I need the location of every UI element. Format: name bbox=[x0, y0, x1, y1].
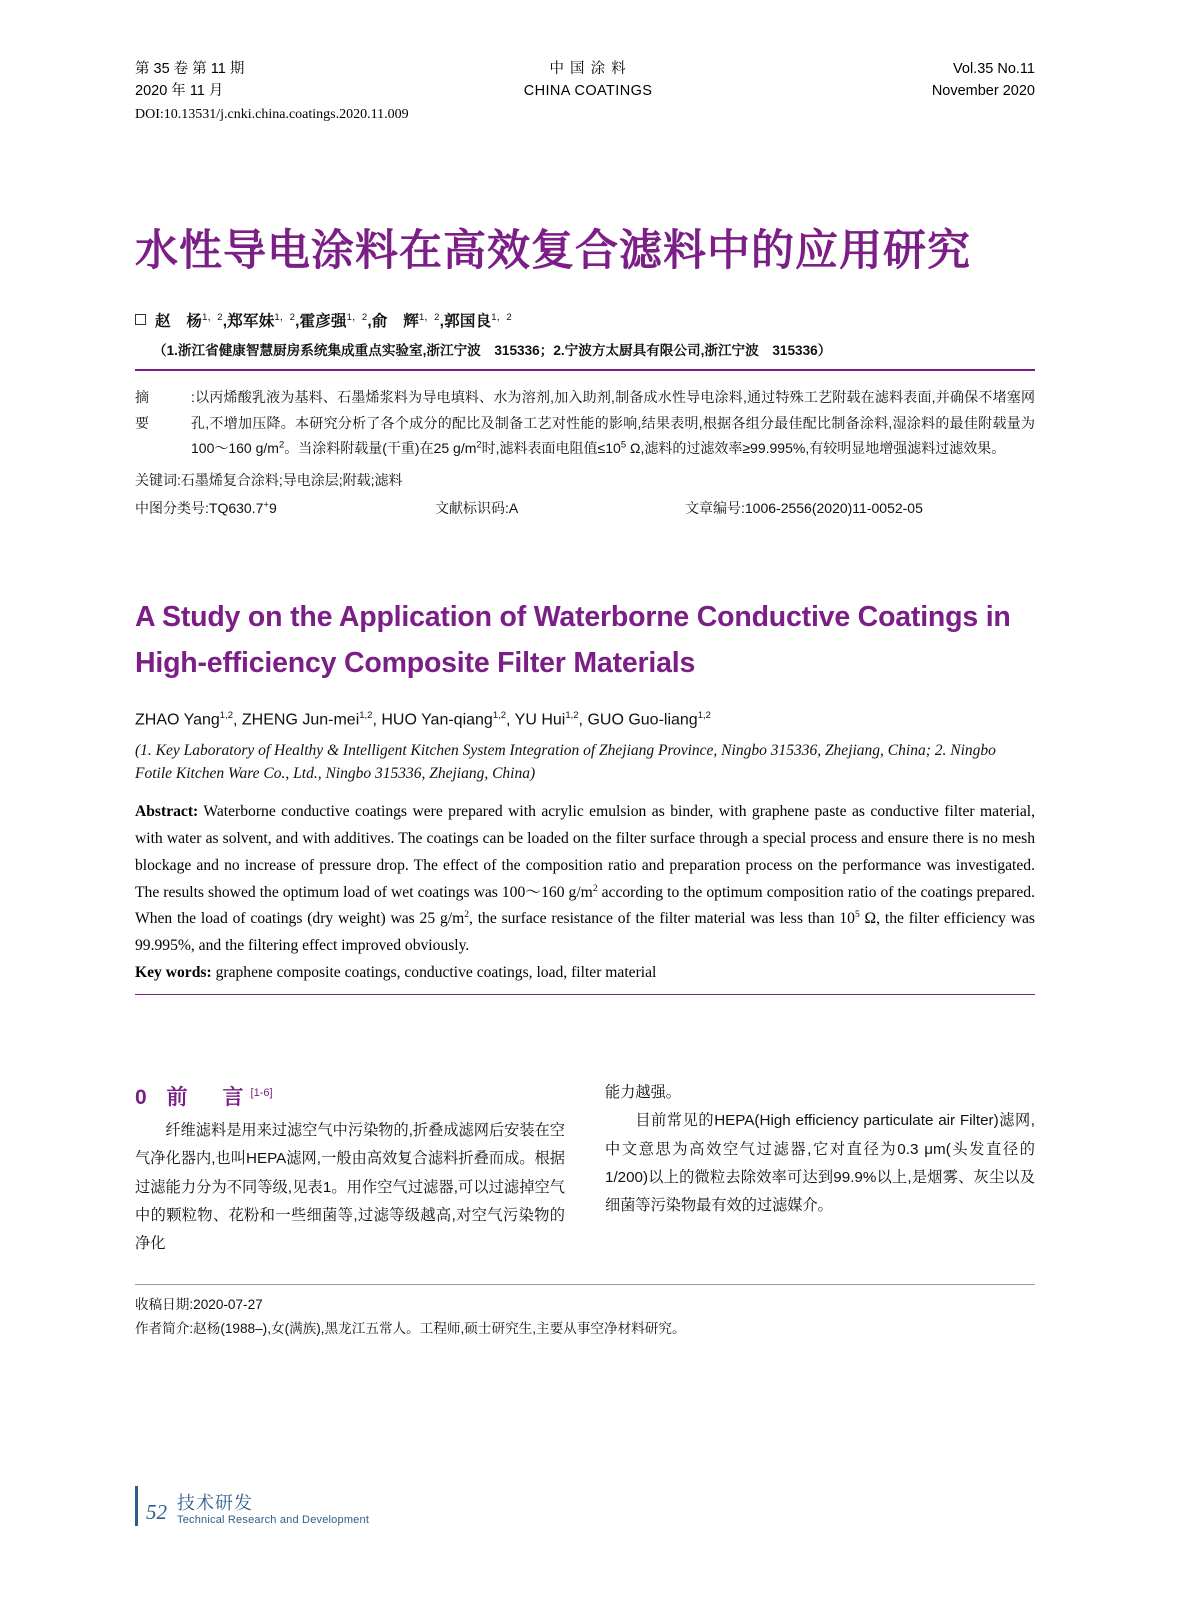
journal-name-cn: 中 国 涂 料 bbox=[549, 61, 627, 77]
abstract-en bbox=[135, 799, 1035, 960]
volume-issue-cn: 第 35 卷 第 11 期 bbox=[135, 61, 245, 77]
divider-purple-top bbox=[135, 369, 1035, 371]
keywords-cn-text: 石墨烯复合涂料;导电涂层;附载;滤料 bbox=[180, 472, 403, 489]
affiliation-cn: （1.浙江省健康智慧厨房系统集成重点实验室,浙江宁波 315336；2.宁波方太厨具有限公司,浙江宁波 315336） bbox=[153, 342, 832, 358]
paragraph-right-2: 目前常见的HEPA(High efficiency particulate air Filter)滤网,中文意思为高效空气过滤器,它对直径为0.3 μm(头发直径的1/200)以上的微粒去除效率可达到99.9%以上,是烟雾、灰尘以及细菌等污染物最有效的过滤媒介。 bbox=[605, 1112, 1035, 1215]
footnotes bbox=[135, 1293, 1035, 1341]
section-number: 0 bbox=[135, 1085, 154, 1109]
date-en: November 2020 bbox=[931, 83, 1035, 100]
author-bio: 作者简介:赵杨(1988–),女(满族),黑龙江五常人。工程师,硕士研究生,主要从事空净材料研究。 bbox=[135, 1321, 686, 1337]
keywords-en-label: Key words: bbox=[135, 963, 212, 981]
classification-row bbox=[135, 498, 1035, 518]
footnote-divider bbox=[135, 1284, 1035, 1285]
abstract-cn-block bbox=[135, 385, 1035, 463]
received-date: 收稿日期:2020-07-27 bbox=[135, 1297, 263, 1313]
section-title: 前 言 bbox=[166, 1085, 251, 1109]
footer-label-cn: 技术研发 bbox=[177, 1493, 253, 1514]
paragraph-left-1: 纤维滤料是用来过滤空气中污染物的,折叠成滤网后安装在空气净化器内,也叫HEPA滤网,一般由高效复合滤料折叠而成。根据过滤能力分为不同等级,见表1。用作空气过滤器,可以过滤掉空气中的颗粒物、花粉和一些细菌等,过滤等级越高,对空气污染物的净化 bbox=[135, 1121, 565, 1253]
abstract-en-label: Abstract: bbox=[135, 803, 199, 821]
authors-cn bbox=[135, 308, 1035, 330]
running-head bbox=[135, 58, 1035, 103]
divider-purple-bottom bbox=[135, 994, 1035, 995]
running-head-right bbox=[932, 58, 1035, 103]
date-cn: 2020 年 11 月 bbox=[135, 83, 224, 100]
square-bullet-icon bbox=[135, 314, 146, 325]
article-id: 文章编号:1006-2556(2020)11-0052-05 bbox=[685, 500, 923, 517]
abstract-en-text: Waterborne conductive coatings were prepared with acrylic emulsion as binder, with graphene paste as conductive filter material, with water as solvent, and with additives. The coatings can be loaded on the filter surface through a special process and ensure there is no mesh blockage and no increase of pressure drop. The effect of the composition ratio and preparation process on the performance was investigated. The results showed the optimum load of wet coatings was 100～160 $g/m^2$ according to the optimum composition ratio of the coatings prepared. When the load of coatings (dry weight) was 25 $g/m^2$, the surface resistance of the filter material was less than $10^5$ Ω, the filter efficiency was 99.995%, and the filtering effect improved obviously. bbox=[135, 803, 1035, 955]
title-en: A Study on the Application of Waterborne Conductive Coatings in High-efficiency Composite Filter Materials bbox=[135, 601, 1011, 680]
authors-cn-text: 赵 杨$^{1,2}$,郑军妹$^{1,2}$,霍彦强$^{1,2}$,俞 辉$^{1,2}$,郭国良$^{1,2}$ bbox=[155, 311, 512, 330]
journal-name-en: CHINA COATINGS bbox=[523, 83, 653, 100]
footer-section-label bbox=[177, 1494, 369, 1526]
keywords-en bbox=[135, 964, 1035, 982]
keywords-cn bbox=[135, 470, 1035, 490]
page-content bbox=[135, 0, 1035, 1341]
running-head-left bbox=[135, 58, 244, 103]
footer-label-en: Technical Research and Development bbox=[177, 1514, 370, 1526]
abstract-cn-text: :以丙烯酸乳液为基料、石墨烯浆料为导电填料、水为溶剂,加入助剂,制备成水性导电涂料,通过特殊工艺附载在滤料表面,并确保不堵塞网孔,不增加压降。本研究分析了各个成分的配比及制备工艺对性能的影响,结果表明,根据各组分最佳配比制备涂料,湿涂料的最佳附载量为100～160 $g/m^2$。当涂料附载量(干重)在25 $g/m^2$时,滤料表面电阻值$\le 10^5$ Ω,滤料的过滤效率≥99.995%,有较明显地增强滤料过滤效果。 bbox=[191, 388, 1035, 457]
abstract-cn-label: 摘 要 bbox=[135, 388, 175, 431]
volume-issue-en: Vol.35 No.11 bbox=[953, 61, 1035, 77]
authors-en: ZHAO Yang$^{1,2}$, ZHENG Jun-mei$^{1,2}$, HUO Yan-qiang$^{1,2}$, YU Hui$^{1,2}$, GUO Guo-liang$^{1,2}$ bbox=[135, 710, 711, 729]
body-column-right bbox=[605, 1079, 1035, 1258]
section-reference: [1-6] bbox=[250, 1086, 273, 1099]
footer-accent-bar bbox=[135, 1486, 138, 1526]
page-number: 52 bbox=[146, 1500, 167, 1524]
clc-number: 中图分类号:TQ630.7+9 bbox=[135, 499, 277, 517]
running-head-center bbox=[524, 58, 653, 103]
paragraph-right-1: 能力越强。 bbox=[605, 1083, 681, 1101]
body-column-left bbox=[135, 1117, 565, 1258]
affiliation-en: (1. Key Laboratory of Healthy & Intelligent Kitchen System Integration of Zhejiang Province, Ningbo 315336, Zhejiang, China; 2. Ningbo Fotile Kitchen Ware Co., Ltd., Ningbo 315336, Zhejiang, China) bbox=[135, 741, 996, 782]
keywords-cn-label: 关键词: bbox=[135, 472, 181, 489]
keywords-en-text: graphene composite coatings, conductive coatings, load, filter material bbox=[215, 963, 657, 981]
doi-text: DOI:10.13531/j.cnki.china.coatings.2020.11.009 bbox=[135, 106, 409, 122]
page-footer bbox=[135, 1486, 1035, 1526]
document-code: 文献标识码:A bbox=[435, 500, 519, 517]
title-cn: 水性导电涂料在高效复合滤料中的应用研究 bbox=[135, 226, 971, 275]
